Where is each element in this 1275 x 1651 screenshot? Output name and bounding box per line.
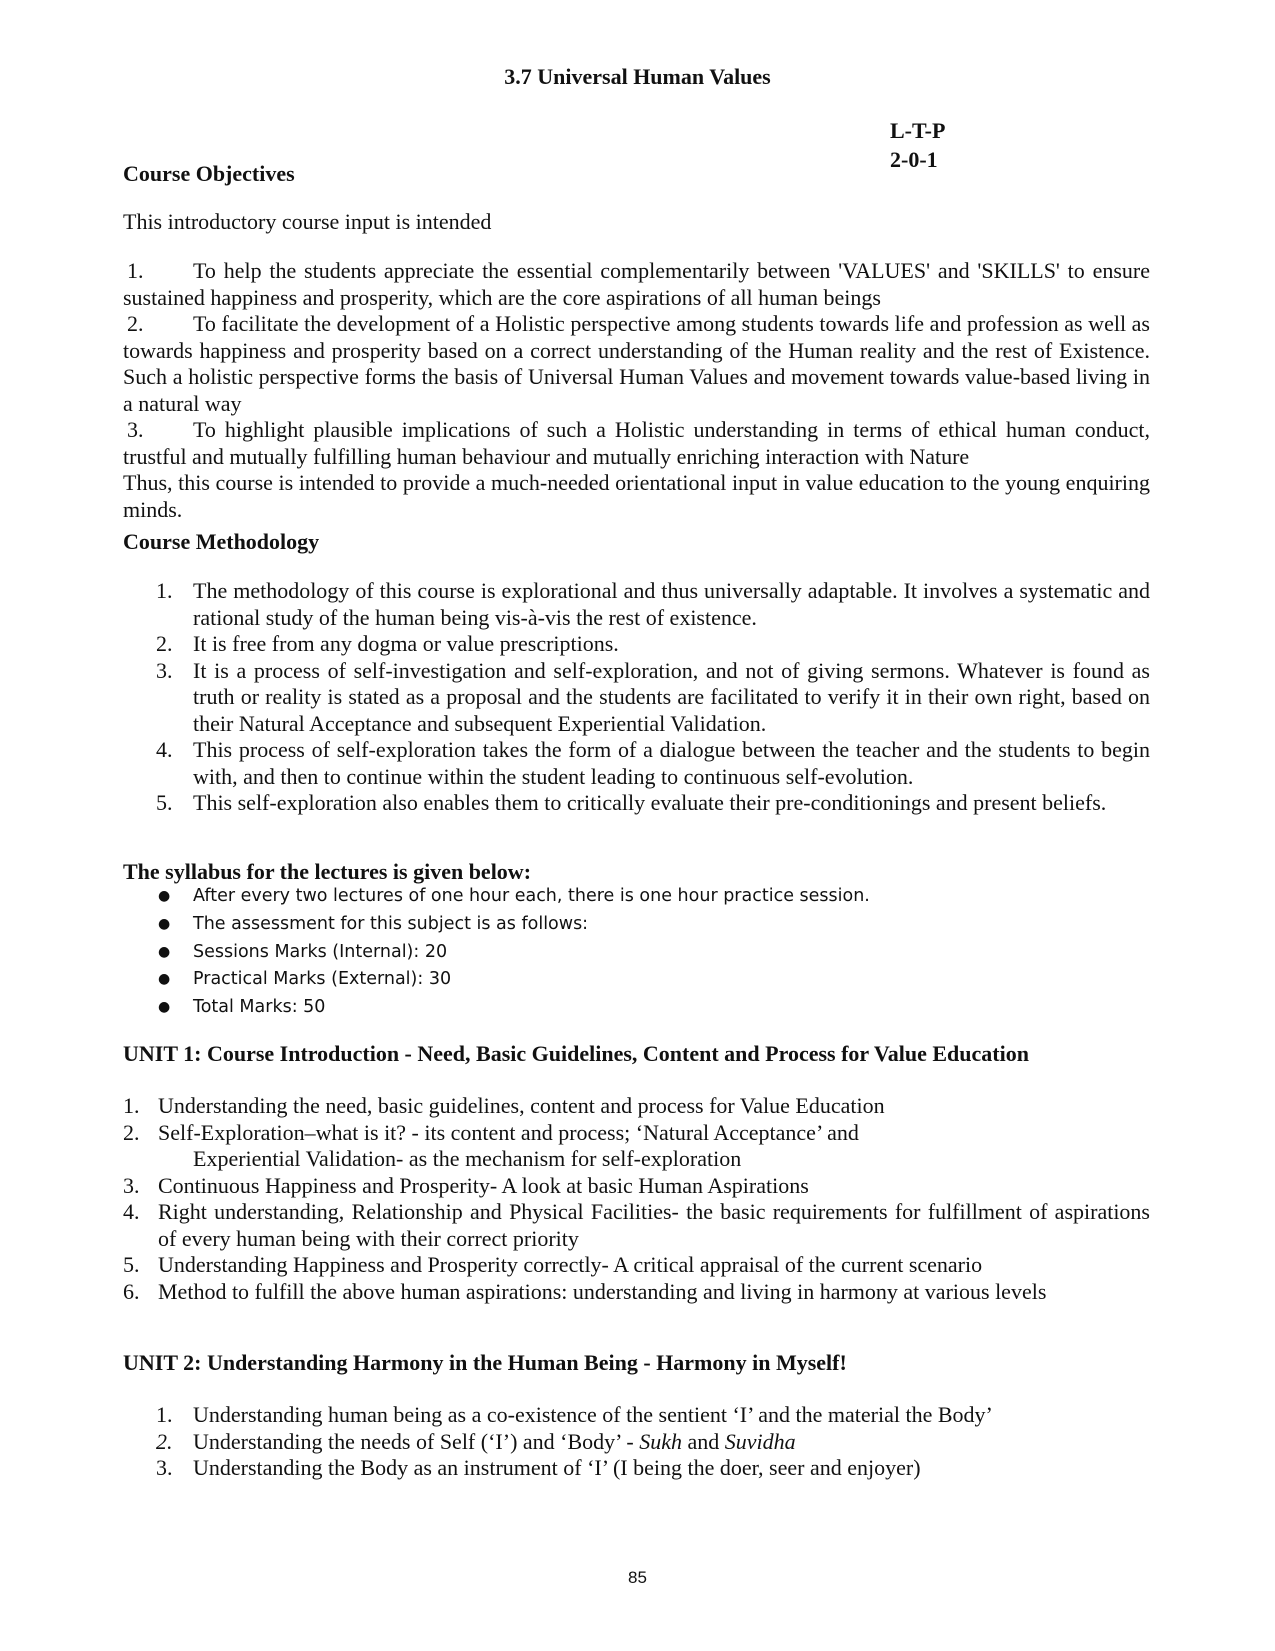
unit1-item [123,1252,1150,1279]
item-text: Self-Exploration–what is it? - its content and process; ‘Natural Acceptance’ and [158,1119,859,1145]
item-text: This self-exploration also enables them to critically evaluate their pre-conditionings and present beliefs. [193,790,1107,815]
bullet-item [123,939,1150,967]
bullet-item [123,911,1150,939]
item-text: It is a process of self-investigation and self-exploration, and not of giving sermons. Whatever is found as truth or reality is stated as a proposal and the students are facilitated to verify it in their own right, based on their Natural Acceptance and subsequent Experiential Validation. [193,657,1150,736]
unit1-item [123,1199,1150,1252]
unit1-item [123,1279,1150,1306]
item-number: 5. [123,1252,140,1277]
objective-item-2 [123,311,1150,417]
item-number: 6. [123,1278,140,1304]
objective-num: 3. [127,417,144,442]
item-text: The methodology of this course is explorational and thus universally adaptable. It involves a systematic and rational study of the human being vis-à-vis the rest of existence. [193,578,1150,630]
item-text: Understanding the need, basic guidelines, content and process for Value Education [158,1093,885,1118]
item-text: Method to fulfill the above human aspirations: understanding and living in harmony at various levels [158,1278,1047,1304]
bullet-icon: ● [158,999,171,1016]
bullet-item [123,966,1150,994]
syllabus-heading: The syllabus for the lectures is given below: [123,859,532,884]
methodology-item [123,578,1150,631]
unit2-item [123,1429,1150,1456]
bullet-item [123,883,1150,911]
bullet-text: After every two lectures of one hour each, there is one hour practice session. [193,886,870,906]
item-number: 2. [156,631,173,656]
item-number: 3. [156,657,173,683]
page-number: 85 [628,1568,647,1587]
item-text: It is free from any dogma or value prescriptions. [193,631,619,656]
item-number: 4. [156,737,173,762]
item-text: Continuous Happiness and Prosperity- A look at basic Human Aspirations [158,1172,809,1198]
objective-text: To help the students appreciate the essential complementarily between 'VALUES' and 'SKILLS' to ensure sustained happiness and prosperity, which are the core aspirations of all human beings [123,258,1150,310]
item-text: Right understanding, Relationship and Physical Facilities- the basic requirements for fulfillment of aspirations of every human being with their correct priority [158,1199,1150,1251]
objective-item-1 [123,258,1150,311]
unit1-list [123,1093,1150,1305]
bullet-text: The assessment for this subject is as follows: [193,913,589,934]
methodology-item [123,737,1150,790]
objective-text: To facilitate the development of a Holistic perspective among students towards life and profession as well as towards happiness and prosperity based on a correct understanding of the Human reality and the rest of Existence. Such a holistic perspective forms the basis of Universal Human Values and movement towards value-based living in a natural way [123,311,1150,416]
bullet-text: Total Marks: 50 [193,997,326,1018]
item-number: 1. [156,1402,173,1427]
bullet-icon: ● [158,915,171,932]
unit2-heading: UNIT 2: Understanding Harmony in the Human Being - Harmony in Myself! [123,1350,847,1375]
item-number: 4. [123,1199,140,1224]
unit2-item [123,1402,1150,1429]
objectives-intro: This introductory course input is intended [123,209,492,234]
objectives-heading: Course Objectives [123,161,295,186]
item-number: 2. [123,1119,140,1145]
ltp-value: 2-0-1 [890,147,938,172]
item-text: Understanding human being as a co-existence of the sentient ‘I’ and the material the Body’ [193,1402,993,1427]
methodology-heading: Course Methodology [123,529,320,554]
item-text: Understanding Happiness and Prosperity correctly- A critical appraisal of the current scenario [158,1252,983,1277]
term-suvidha: Suvidha [724,1428,796,1454]
methodology-list [123,578,1150,817]
bullet-item [123,994,1150,1022]
bullet-text: Sessions Marks (Internal): 20 [193,941,448,962]
unit2-list [123,1402,1150,1482]
unit1-item [123,1173,1150,1200]
bullet-text: Practical Marks (External): 30 [193,969,452,990]
item-number: 2. [156,1428,173,1454]
bullet-icon: ● [158,888,171,904]
item-text: This process of self-exploration takes the form of a dialogue between the teacher and the students to begin with, and then to continue within the student leading to continuous self-evolution. [193,737,1150,789]
unit1-item [123,1120,1150,1173]
bullet-icon: ● [158,943,171,960]
unit1-heading: UNIT 1: Course Introduction - Need, Basic Guidelines, Content and Process for Value Education [123,1041,1029,1066]
item-number: 1. [156,578,173,603]
item-number: 5. [156,790,173,815]
bullet-icon: ● [158,971,171,988]
unit2-item [123,1455,1150,1482]
item-number: 1. [123,1093,140,1118]
objective-num: 2. [127,311,144,336]
objective-num: 1. [127,258,144,283]
item-text: Understanding the needs of Self (‘I’) and ‘Body’ - [193,1428,640,1454]
objectives-list [123,258,1150,523]
page-title: 3.7 Universal Human Values [504,64,771,89]
objective-item-3 [123,417,1150,470]
syllabus-bullets [123,883,1150,1022]
methodology-item [123,631,1150,658]
term-sukh: Sukh [639,1428,682,1454]
unit1-item [123,1093,1150,1120]
methodology-item [123,658,1150,738]
methodology-item [123,790,1150,817]
item-number: 3. [123,1172,140,1198]
item-conjunction: and [681,1428,725,1454]
item-subtext: Experiential Validation- as the mechanism for self-exploration [193,1146,742,1171]
objective-text: To highlight plausible implications of such a Holistic understanding in terms of ethical human conduct, trustful and mutually fulfilling human behaviour and mutually enriching interaction with Nature [123,417,1150,469]
item-number: 3. [156,1455,173,1480]
ltp-label: L-T-P [890,118,946,143]
objectives-closing: Thus, this course is intended to provide a much-needed orientational input in value education to the young enquiring minds. [123,470,1150,522]
item-text: Understanding the Body as an instrument of ‘I’ (I being the doer, seer and enjoyer) [193,1455,921,1480]
